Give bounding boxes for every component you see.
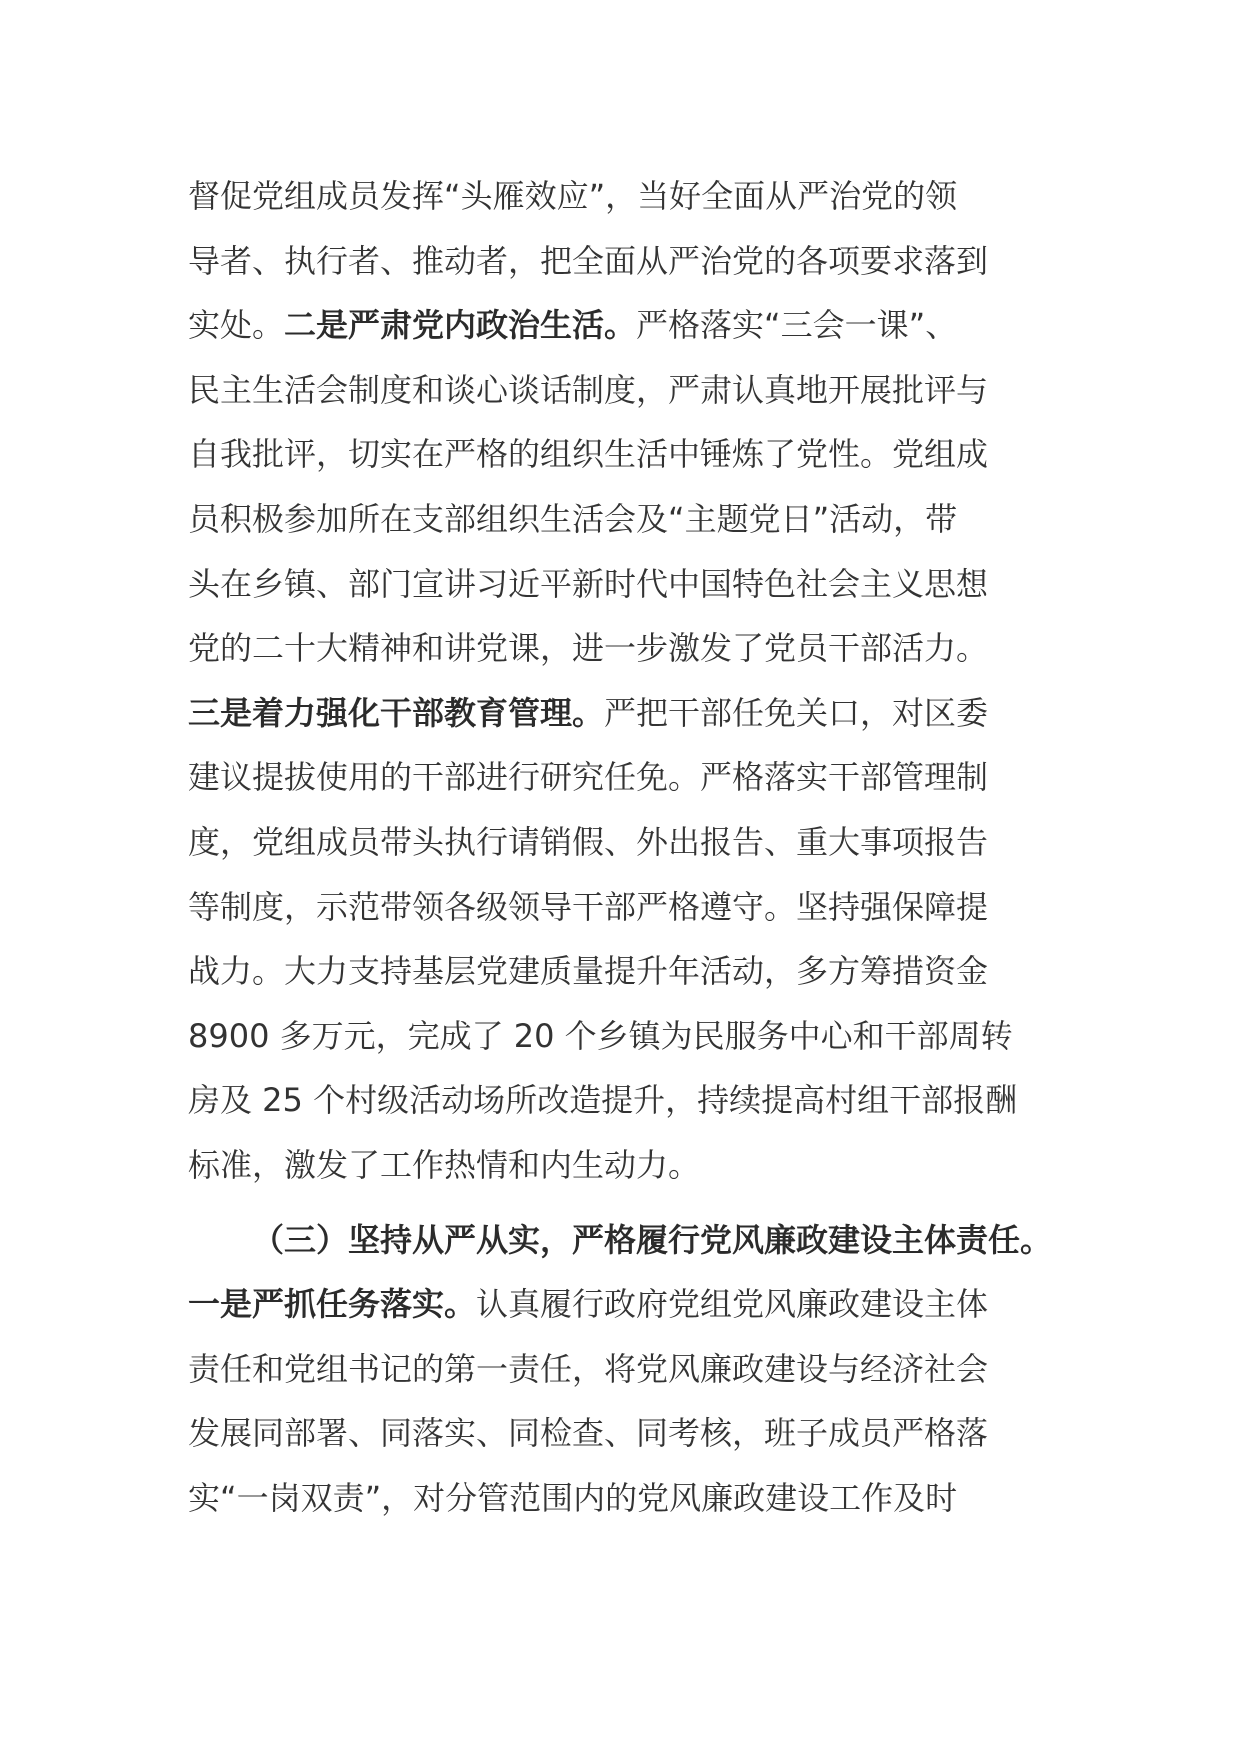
text-line: 党的二十大精神和讲党课，进一步激发了党员干部活力。: [188, 629, 989, 668]
text-line: 头在乡镇、部门宣讲习近平新时代中国特色社会主义思想: [188, 564, 989, 603]
text-line: [188, 681, 1068, 746]
text-line: 等制度，示范带领各级领导干部严格遵守。坚持强保障提: [188, 887, 989, 926]
text-line: [188, 293, 1068, 358]
bold-lead-phrase: 二是严肃党内政治生活。: [284, 306, 637, 345]
text-line: 民主生活会制度和谈心谈话制度，严肃认真地开展批评与: [188, 370, 989, 409]
text-line: [188, 1272, 1068, 1337]
body-text: [188, 164, 1068, 1530]
text-segment: 认真履行政府党组党风廉政建设主体: [476, 1285, 989, 1324]
text-line: 发展同部署、同落实、同检查、同考核，班子成员严格落: [188, 1414, 989, 1453]
text-segment: 实处。: [188, 306, 285, 345]
text-line: 标准，激发了工作热情和内生动力。: [188, 1145, 701, 1184]
text-segment: 严格落实“三会一课”、: [636, 306, 958, 345]
text-line: 战力。大力支持基层党建质量提升年活动，多方筹措资金: [188, 952, 989, 991]
text-line: 员积极参加所在支部组织生活会及“主题党日”活动，带: [188, 499, 958, 538]
section-heading: （三）坚持从严从实，严格履行党风廉政建设主体责任。: [252, 1220, 1053, 1259]
text-line: 责任和党组书记的第一责任，将党风廉政建设与经济社会: [188, 1349, 989, 1388]
text-line: 度，党组成员带头执行请销假、外出报告、重大事项报告: [188, 822, 989, 861]
text-line: 导者、执行者、推动者，把全面从严治党的各项要求落到: [188, 241, 989, 280]
text-line: 实“一岗双责”，对分管范围内的党风廉政建设工作及时: [188, 1478, 958, 1517]
text-line: 8900 多万元，完成了 20 个乡镇为民服务中心和干部周转: [188, 1016, 1013, 1055]
text-line: 建议提拔使用的干部进行研究任免。严格落实干部管理制: [188, 758, 989, 797]
text-line: 房及 25 个村级活动场所改造提升，持续提高村组干部报酬: [188, 1081, 1018, 1120]
bold-lead-phrase: 三是着力强化干部教育管理。: [188, 693, 605, 732]
text-line: 督促党组成员发挥“头雁效应”，当好全面从严治党的领: [188, 177, 958, 215]
text-line: 自我批评，切实在严格的组织生活中锤炼了党性。党组成: [188, 435, 989, 474]
paragraph-gap: [188, 1198, 1068, 1208]
bold-lead-phrase: 一是严抓任务落实。: [188, 1285, 477, 1324]
text-segment: 严把干部任免关口，对区委: [604, 693, 989, 732]
